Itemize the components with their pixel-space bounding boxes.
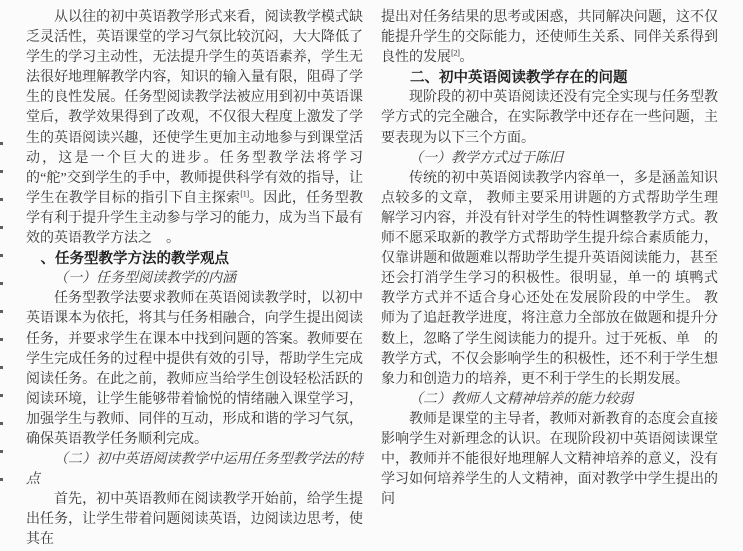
paragraph-current-problems: 现阶段的初中英语阅读还没有完全实现与任务型教学方式的完全融合，在实际教学中还存在一些问题，主要表现为以下三个方面。: [381, 90, 718, 146]
paragraph-outdated-methods: 传统的初中英语阅读教学内容单一，多是涵盖知识点较多的文章， 教师主要采用讲题的方式帮助学生理解学习内容，并没有针对学生的特性调整教学方式。教师不愿采取新的教学方式帮助学生提升综合素质能力，仅靠讲题和做题难以帮助学生提升英语阅读能力，甚至还会打消学生学习的积极性。很明显，单一的 填鸭式 教学方式并不适合身心还处在发展阶段的中学生。 教师为了追赶教学进度，将注意力全部放在做题和提升分数上，忽略了学生阅读能力的提升。过于死板、单 的教学方式，不仅会影响学生的积极性，还不利于学生想象力和创造力的培养，更不利于学生的长期发展。: [381, 170, 718, 387]
paragraph-task-method-features: 首先，初中英语教师在阅读教学开始前，给学生提出任务，让学生带着问题阅读英语，边阅读边思考，使其在: [26, 492, 363, 548]
citation-ref-1: [1]: [240, 188, 249, 199]
intro-text: 从以往的初中英语教学形式来看，阅读教学模式缺乏灵活性，英语课堂的学习气氛比较沉闷，大大降低了学生的学习主动性，无法提升学生的英语素养，学生无法很好地理解教学内容，知识的输入量有限，阻碍了学生的良性发展。任务型阅读教学法被应用到初中英语课堂后，教学效果得到了改观，不仅很大程度上激发了学生的英语阅读兴趣，还使学生更加主动地参与到课堂活动，这是一个巨大的进步。任务型教学法将学习的“舵”交到学生的手中，教师提供科学有效的指导，让学生在教学目标的指引下自主探索: [26, 10, 363, 206]
section-heading-1: 、任务型教学方法的教学观点: [40, 251, 229, 268]
intro-text-cont: 。因此，任务型教学有利于提升学生主动参与学习的能力，成为当下最有效的英语教学方法之 。: [26, 190, 364, 247]
continuation-paragraph: [381, 8, 718, 68]
subsection-heading-2-2: （二）教师人文精神培养的能力较弱: [409, 391, 633, 407]
paragraph-task-reading-meaning: 任务型教学法要求教师在英语阅读教学时，以初中英语课本为依托，将其与任务相融合，向学生提出阅读任务，并要求学生在课本中找到问题的答案。教师要在学生完成任务的过程中提供有效的引导，帮助学生完成阅读任务。在此之前，教师应当给学生创设轻松活跃的阅读环境，让学生能够带着愉悦的情绪融入课堂学习，加强学生与教师、同伴的互动，形成和谐的学习气氛，确保英语教学任务顺利完成。: [26, 291, 363, 447]
paragraph-humanistic-spirit: 教师是课堂的主导者，教师对新教育的态度会直接影响学生对新理念的认识。在现阶段初中英语阅读课堂中，教师并不能很好地理解人文精神培养的意义，没有学习如何培养学生的人文精神，面对教学中学生提出的问: [381, 411, 718, 508]
subsection-heading-1-1: （一）任务型阅读教学的内涵: [54, 271, 236, 287]
left-column: [26, 8, 363, 551]
citation-ref-2: [2]: [451, 47, 460, 58]
scan-edge-artifacts: [0, 142, 3, 482]
continuation-text-cont: 。: [459, 50, 474, 66]
continuation-text: 提出对任务结果的思考或困惑，共同解决问题，这不仅能提升学生的交际能力，还使师生关系、同伴关系得到良性的发展: [381, 10, 718, 66]
intro-paragraph: [26, 8, 363, 249]
section-heading-2: 二、初中英语阅读教学存在的问题: [410, 70, 628, 87]
subsection-heading-1-2: （二）初中英语阅读教学中运用任务型教学法的特点: [26, 452, 363, 488]
right-column: [381, 8, 718, 510]
subsection-heading-2-1: （一）教学方式过于陈旧: [409, 150, 563, 166]
